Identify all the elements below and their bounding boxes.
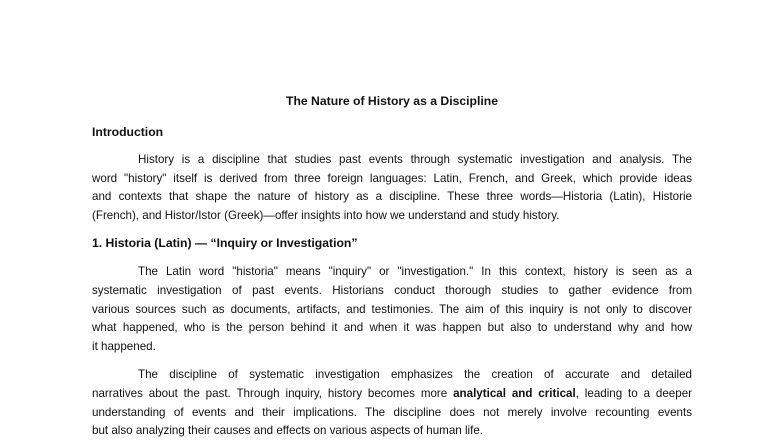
s1p1-line-3: various sources such as documents, artifacts, and testimonies. The aim of this inquiry is not only to discover — [92, 302, 692, 316]
emphasis-analytical-critical: analytical and critical — [453, 386, 576, 400]
s1p1-line-1: The Latin word "historia" means "inquiry" or "investigation." In this context, history is seen as a — [138, 265, 692, 279]
s1p2-line-1: The discipline of systematic investigation emphasizes the creation of accurate and detailed — [138, 368, 692, 382]
section-1-paragraph-2 — [92, 366, 692, 440]
s1p2-line-2 — [92, 385, 692, 404]
s1p1-line-5: it happened. — [92, 339, 156, 353]
s1p2-line-2-before: narratives about the past. Through inquiry, history becomes more — [92, 386, 454, 400]
s1p2-line-2-after: , leading to a deeper — [575, 386, 692, 400]
intro-line-2: word "history" itself is derived from three foreign languages: Latin, French, and Greek, which provide ideas — [92, 171, 692, 185]
s1p1-line-2: systematic investigation of past events. Historians conduct thorough studies to gather evidence from — [92, 283, 692, 297]
document-title: The Nature of History as a Discipline — [286, 94, 498, 108]
section-1-paragraph-1 — [92, 263, 692, 356]
section-1-heading: 1. Historia (Latin) — “Inquiry or Investigation” — [92, 236, 358, 251]
intro-heading: Introduction — [92, 125, 164, 139]
intro-paragraph — [92, 151, 692, 225]
s1p1-line-4: what happened, who is the person behind it and when it was happen but also to understand why and how — [92, 321, 692, 335]
intro-line-1: History is a discipline that studies past events through systematic investigation and analysis. The — [138, 153, 692, 166]
intro-line-4: (French), and Histor/Istor (Greek)—offer insights into how we understand and study history. — [92, 208, 560, 222]
s1p2-line-3: understanding of events and their implications. The discipline does not merely involve recounting events — [92, 405, 692, 419]
intro-line-3: and contexts that shape the nature of history as a discipline. These three words—Historia (Latin), Historie — [92, 190, 692, 204]
s1p2-line-4: but also analyzing their causes and effects on various aspects of human life. — [92, 424, 483, 438]
